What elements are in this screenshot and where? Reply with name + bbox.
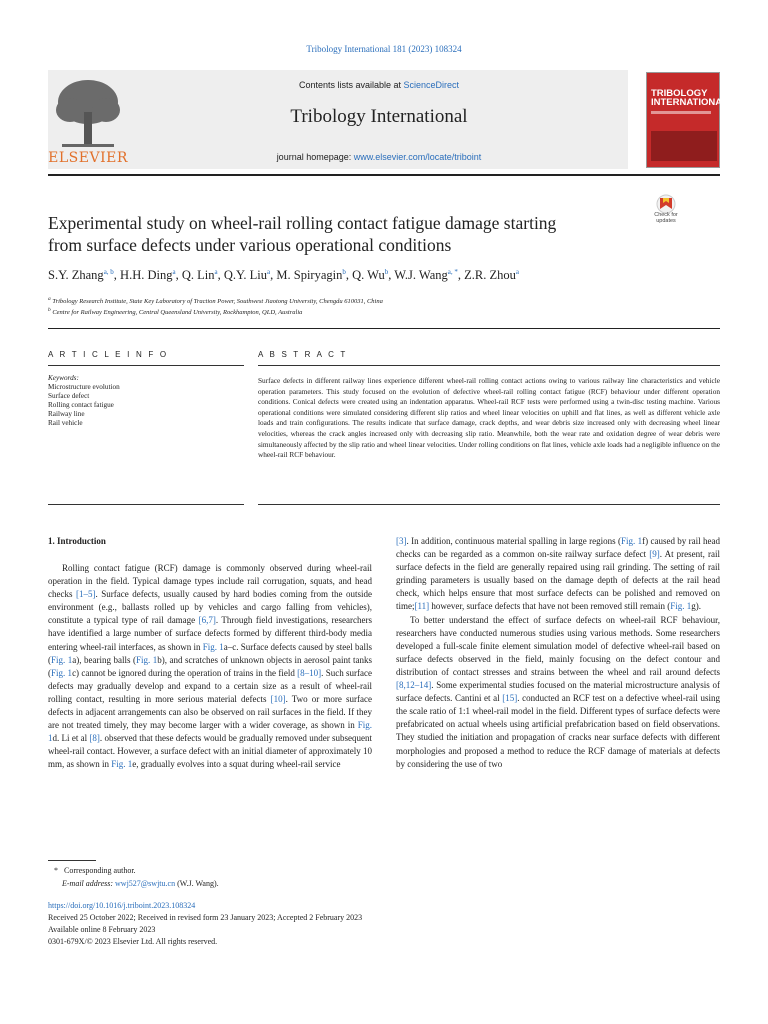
corresponding-author-note bbox=[54, 866, 136, 875]
copyright: 0301-679X/© 2023 Elsevier Ltd. All rights reserved. bbox=[48, 937, 218, 946]
keyword-item: Surface defect bbox=[48, 392, 90, 400]
journal-title: Tribology International bbox=[290, 106, 468, 127]
email-note bbox=[62, 879, 219, 888]
keyword-item: Railway line bbox=[48, 410, 85, 418]
figure-link[interactable]: Fig. 1 bbox=[51, 667, 73, 678]
header-divider bbox=[48, 174, 720, 176]
body-text: g). bbox=[691, 601, 701, 612]
footnote-divider bbox=[48, 860, 96, 861]
body-column-right bbox=[396, 535, 720, 771]
body-text: . At present, rail surface defects in the field are generally repaired using rail grinding. The setting of rail grinding parameters is usually based on the damage depth of defects at the rail head check, which helps ensure that most surface defects can be polished and removed on time; bbox=[396, 549, 720, 612]
author-affiliation-mark[interactable]: a, * bbox=[447, 268, 458, 276]
citation-link[interactable]: [3] bbox=[396, 536, 407, 546]
citation-link[interactable]: [10] bbox=[270, 693, 286, 704]
body-text: To better understand the effect of surface defects on wheel-rail RCF behaviour, researchers have conducted numerous studies using various methods. Some researchers developed a full-scale finite element simulation model of defective wheel-rail based on surface defects observed in the field, mainly focusing on the defect contour and distribution of contact stresses and strains between the wheel and rail around defects bbox=[396, 614, 720, 677]
figure-link[interactable]: Fig. 1 bbox=[48, 720, 372, 744]
author-separator: , bbox=[345, 268, 353, 283]
author-separator: , bbox=[270, 268, 277, 283]
body-text: . Some experimental studies focused on the material microstructure analysis of surface defects. Cantini et al bbox=[396, 680, 720, 704]
corresponding-mark: * bbox=[54, 866, 58, 875]
affiliation-a-mark: a bbox=[48, 296, 51, 302]
section-heading-introduction: 1. Introduction bbox=[48, 536, 106, 546]
affiliation-divider bbox=[48, 328, 720, 329]
cover-title-line1: TRIBOLOGY bbox=[651, 88, 708, 99]
body-text: a–c. Surface defects caused by steel balls ( bbox=[48, 641, 372, 665]
author-name[interactable]: W.J. Wang bbox=[394, 268, 448, 283]
figure-link[interactable]: Fig. 1 bbox=[670, 601, 692, 612]
available-online: Available online 8 February 2023 bbox=[48, 925, 156, 934]
author-name[interactable]: Q. Wu bbox=[352, 268, 385, 283]
keyword-item: Rolling contact fatigue bbox=[48, 401, 114, 409]
body-text: d. Li et al bbox=[52, 733, 90, 744]
figure-link[interactable]: Fig. 1 bbox=[111, 759, 133, 770]
homepage-link[interactable]: www.elsevier.com/locate/triboint bbox=[353, 152, 482, 162]
contents-prefix: Contents lists available at bbox=[298, 80, 404, 90]
figure-link[interactable]: Fig. 1 bbox=[136, 654, 158, 665]
affiliation-b-mark: b bbox=[48, 307, 51, 313]
body-text: . conducted an RCF test on a defective wheel-rail using the scale ratio of 1:1 wheel-rail model in the field. Different types of surface defects were prefabricated on actual wheels using artificial prefabrication based on field observations. They studied the initiation and propagation of cracks near surface defects with different morphologies and proposed a method to reduce the RCF damage of materials at defects by considering the use of two bbox=[396, 693, 720, 769]
author-separator: , bbox=[217, 268, 224, 283]
check-line1: Check for bbox=[654, 212, 678, 218]
figure-link[interactable]: Fig. 1 bbox=[202, 641, 224, 652]
elsevier-wordmark: ELSEVIER bbox=[48, 150, 128, 166]
body-text: however, surface defects that have not been removed still remain ( bbox=[429, 601, 671, 612]
abstract-divider bbox=[258, 365, 720, 366]
author-affiliation-mark[interactable]: a, b bbox=[103, 268, 114, 276]
body-text: Rolling contact fatigue (RCF) damage is commonly observed during wheel-rail operation in the field. Typical damage types include rail corrugation, squats, and head checks bbox=[48, 563, 372, 600]
citation-link[interactable]: [6,7] bbox=[198, 615, 216, 626]
cover-subtitle-bar bbox=[651, 111, 711, 114]
article-info-heading: A R T I C L E I N F O bbox=[48, 350, 169, 359]
author-name[interactable]: H.H. Ding bbox=[120, 268, 173, 283]
citation-link[interactable]: [8,12–14] bbox=[396, 680, 432, 691]
affiliation-a-text: Tribology Research Institute, State Key Laboratory of Traction Power, Southwest Jiaotong University, Chengdu 610031, China bbox=[50, 298, 383, 306]
author-affiliation-mark[interactable]: b bbox=[384, 268, 389, 276]
affiliation-a bbox=[48, 296, 728, 305]
author-affiliation-mark[interactable]: a bbox=[267, 268, 271, 276]
doi-link[interactable]: https://doi.org/10.1016/j.triboint.2023.108324 bbox=[48, 901, 196, 910]
body-text: . Such surface defects may gradually develop and expand to a certain size as a result of wheel-rail rolling contact, resulting in more serious material defects bbox=[48, 667, 372, 704]
body-text: c) cannot be ignored during the operation of trains in the field bbox=[72, 667, 298, 678]
paper-title-line1: Experimental study on wheel-rail rolling contact fatigue damage starting bbox=[48, 213, 557, 233]
body-text: . Two or more surface defects in adjacent arrangements can also be observed on rail surfaces in the field. If they are not treated timely, they may become larger with a wider coverage, as shown in bbox=[48, 693, 372, 731]
author-separator: , bbox=[457, 268, 465, 283]
check-for-updates-label[interactable] bbox=[644, 212, 688, 224]
author-name[interactable]: S.Y. Zhang bbox=[48, 268, 104, 283]
author-name[interactable]: Q. Lin bbox=[181, 268, 215, 283]
email-suffix: (W.J. Wang). bbox=[175, 879, 219, 888]
author-name[interactable]: Z.R. Zhou bbox=[464, 268, 516, 283]
affiliation-b bbox=[48, 307, 728, 316]
body-text: . observed that these defects would be gradually removed under subsequent wheel-rail contact. However, a surface defect with an initial diameter of approximately 10 mm, as shown in bbox=[48, 733, 372, 770]
citation-link[interactable]: [11] bbox=[414, 601, 430, 612]
email-link[interactable]: wwj527@swjtu.cn bbox=[115, 879, 176, 888]
article-info-bottom-divider bbox=[48, 504, 244, 505]
citation-link[interactable]: [1–5] bbox=[76, 589, 96, 600]
abstract-heading: A B S T R A C T bbox=[258, 350, 348, 359]
author-list bbox=[48, 268, 728, 283]
figure-link[interactable]: Fig. 1 bbox=[51, 654, 73, 665]
homepage-prefix: journal homepage: bbox=[276, 152, 354, 162]
paper-title bbox=[48, 212, 628, 256]
paper-title-line2: from surface defects under various operational conditions bbox=[48, 235, 452, 255]
journal-reference[interactable]: Tribology International 181 (2023) 108324 bbox=[306, 44, 462, 54]
figure-link[interactable]: Fig. 1 bbox=[620, 536, 643, 546]
body-text: f) caused by rail head checks can be regarded as a common on-site railway surface defect bbox=[396, 536, 720, 560]
author-name[interactable]: Q.Y. Liu bbox=[223, 268, 268, 283]
body-text: . In addition, continuous material spalling in large regions ( bbox=[406, 536, 621, 546]
check-line2: updates bbox=[656, 218, 676, 224]
abstract-text: Surface defects in different railway lines experience different wheel-rail rolling contact actions owing to various railway line characteristics and vehicle operation parameters. This study focused on the evolution of defective wheel-rail rolling contact fatigue (RCF) behaviour under different operation conditions. Conical defects were created using an indentation apparatus. Wheel-rail RCF tests were performed using a twin-disc testing machine. Various operational conditions were simulated considering different slip ratios and wheel linear velocities on uphill and flat lines, as well as different vehicle axle loads and train configurations. The results indicate that surface damage, crack depths, and wear debris size increased only with decreasing wheel linear velocities, whereas the crack angles increased only with decreasing slip ratio. Meanwhile, both the wear rate and oxidation degree of wear debris were simultaneously affected by the slip ratio and wheel linear velocities. Under rolling conditions on flat lines, vehicle axle loads had a negligible influence on the wheel-rail RCF behaviour. bbox=[258, 376, 720, 460]
author-affiliation-mark[interactable]: b bbox=[342, 268, 346, 276]
author-separator: , bbox=[175, 268, 182, 283]
received-dates: Received 25 October 2022; Received in revised form 23 January 2023; Accepted 2 February 2023 bbox=[48, 913, 363, 922]
body-text: b), and scratches of unknown objects in aerosol paint tanks ( bbox=[48, 654, 372, 678]
sciencedirect-link[interactable]: ScienceDirect bbox=[403, 80, 460, 90]
body-text: . Through field investigations, researchers have identified a large number of surface defects formed by different third-body media entering wheel-rail interfaces, as shown in bbox=[48, 615, 372, 652]
corresponding-text: Corresponding author. bbox=[64, 866, 136, 875]
author-name[interactable]: M. Spiryagin bbox=[276, 268, 343, 283]
affiliation-b-text: Centre for Railway Engineering, Central Queensland University, Rockhampton, QLD, Australia bbox=[50, 309, 303, 317]
author-affiliation-mark[interactable]: a bbox=[515, 268, 519, 276]
citation-link[interactable]: [9] bbox=[649, 549, 660, 560]
author-separator: , bbox=[388, 268, 395, 283]
homepage-line bbox=[130, 152, 628, 162]
body-text: e, gradually evolves into a squat during wheel-rail service bbox=[132, 759, 341, 770]
author-affiliation-mark[interactable]: a bbox=[214, 268, 218, 276]
cover-band bbox=[651, 131, 717, 161]
citation-link[interactable]: [15] bbox=[502, 693, 518, 704]
email-label: E-mail address: bbox=[62, 879, 116, 888]
contents-line bbox=[130, 80, 628, 90]
body-paragraph bbox=[396, 535, 720, 614]
keywords-label: Keywords: bbox=[48, 374, 79, 382]
keyword-item: Microstructure evolution bbox=[48, 383, 120, 391]
journal-cover-image[interactable] bbox=[646, 72, 728, 168]
citation-link[interactable]: [8] bbox=[89, 733, 100, 744]
cover-title-line2: INTERNATIONAL bbox=[651, 97, 728, 108]
author-affiliation-mark[interactable]: a bbox=[172, 268, 176, 276]
body-column-left bbox=[48, 562, 372, 772]
body-paragraph bbox=[396, 614, 720, 771]
cover-title bbox=[651, 88, 728, 108]
citation-link[interactable]: [8–10] bbox=[297, 667, 322, 678]
abstract-bottom-divider bbox=[258, 504, 720, 505]
body-text: a), bearing balls ( bbox=[72, 654, 136, 665]
author-separator: , bbox=[113, 268, 121, 283]
keyword-item: Rail vehicle bbox=[48, 419, 83, 427]
keywords-block bbox=[48, 374, 244, 428]
article-info-divider bbox=[48, 365, 244, 366]
body-text: . Surface defects, usually caused by hard bodies coming from the outside environment (e.g., ballasts rolled up by vehicles and cargo falling from vehicles), constitute a typical type of rail damage bbox=[48, 589, 372, 626]
